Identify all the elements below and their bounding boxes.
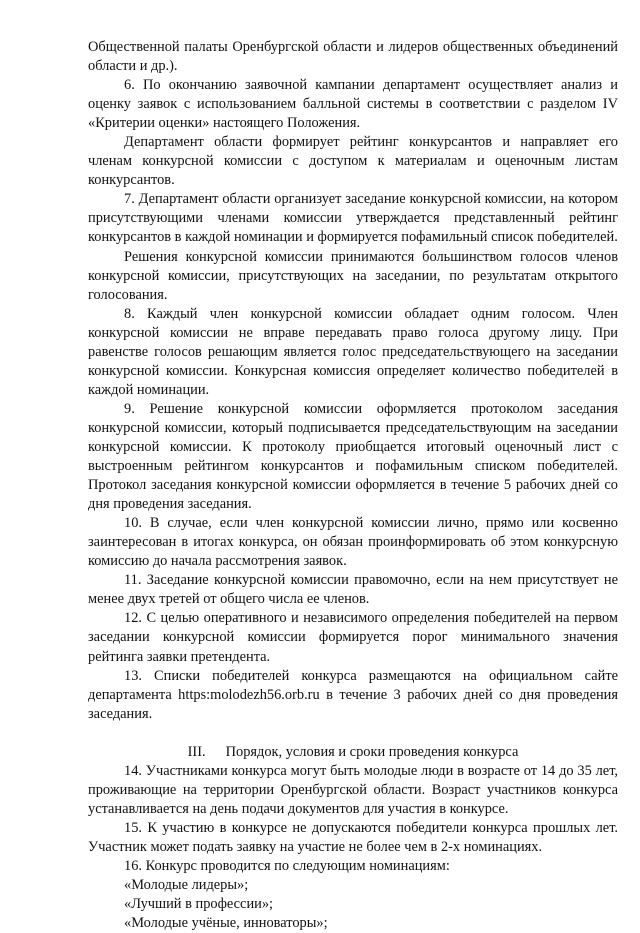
paragraph-13: 13. Списки победителей конкурса размещаются на официальном сайте департамента https:molodezh56.orb.ru в течение 3 рабочих дней со дня проведения заседания. <box>88 667 618 722</box>
paragraph-6-rating: Департамент области формирует рейтинг конкурсантов и направляет его членам конкурсной комиссии с доступом к материалам и оценочным листам конкурсантов. <box>88 134 618 189</box>
section-title: Порядок, условия и сроки проведения конкурса <box>225 743 519 760</box>
paragraph-11: 11. Заседание конкурсной комиссии правомочно, если на нем присутствует не менее двух третей от общего числа ее членов. <box>88 572 618 608</box>
section-number: III. <box>187 743 206 760</box>
paragraph-6: 6. По окончанию заявочной кампании департамент осуществляет анализ и оценку заявок с использованием балльной системы в соответствии с разделом IV «Критерии оценки» настоящего Положения. <box>88 77 618 132</box>
paragraph-10: 10. В случае, если член конкурсной комиссии лично, прямо или косвенно заинтересован в итогах конкурса, он обязан проинформировать об этом конкурсную комиссию до начала рассмотрения заявок. <box>88 515 618 570</box>
paragraph-16: 16. Конкурс проводится по следующим номинациям: <box>124 857 450 874</box>
paragraph-12: 12. С целью оперативного и независимого определения победителей на первом заседании конкурсной комиссии формируется порог минимального значения рейтинга заявки претендента. <box>88 610 618 665</box>
nomination-item: «Молодые лидеры»; <box>124 877 249 894</box>
paragraph-9: 9. Решение конкурсной комиссии оформляется протоколом заседания конкурсной комиссии, который подписывается председательствующим на заседании конкурсной комиссии. К протоколу приобщается итоговый оценочный лист с выстроенным рейтингом конкурсантов и пофамильным списком победителей. Протокол заседания конкурсной комиссии оформляется в течение 5 рабочих дней со дня проведения заседания. <box>88 400 618 513</box>
paragraph-7: 7. Департамент области организует заседание конкурсной комиссии, на котором присутствующими членами комиссии утверждается представленный рейтинг конкурсантов в каждой номинации и формируется пофамильный список победителей. <box>88 191 618 246</box>
paragraph-8: 8. Каждый член конкурсной комиссии обладает одним голосом. Член конкурсной комиссии не вправе передавать право голоса другому лицу. При равенстве голосов решающим является голос председательствующего на заседании конкурсной комиссии. Конкурсная комиссия определяет количество победителей в каждой номинации. <box>88 305 618 398</box>
nomination-item: «Молодые учёные, инноваторы»; <box>124 915 328 932</box>
document-page <box>88 38 618 933</box>
nomination-item: «Лучший в профессии»; <box>124 896 274 913</box>
paragraph-7-decisions: Решения конкурсной комиссии принимаются большинством голосов членов конкурсной комиссии, присутствующих на заседании, по результатам открытого голосования. <box>88 248 618 303</box>
paragraph-14: 14. Участниками конкурса могут быть молодые люди в возрасте от 14 до 35 лет, проживающие на территории Оренбургской области. Возраст участников конкурса устанавливается на день подачи документов для участия в конкурсе. <box>88 762 618 817</box>
paragraph-15: 15. К участию в конкурсе не допускаются победители конкурса прошлых лет. Участник может подать заявку на участие не более чем в 2-х номинациях. <box>88 819 618 855</box>
section-heading <box>88 743 618 762</box>
paragraph-continuation: Общественной палаты Оренбургской области и лидеров общественных объединений области и др.). <box>88 39 618 75</box>
